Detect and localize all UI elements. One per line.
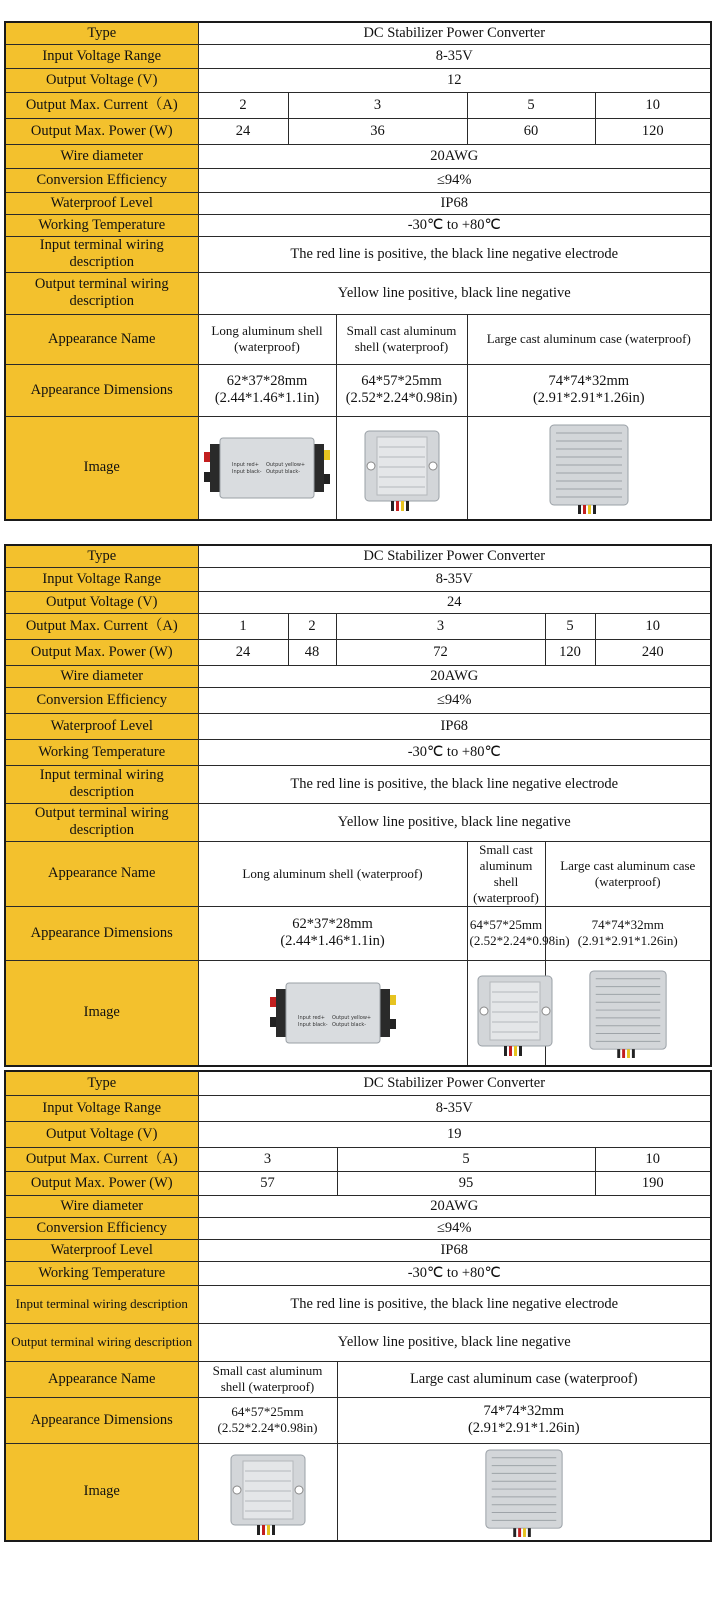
dims-in: (2.44*1.46*1.1in) [214, 390, 320, 406]
dims-long [198, 906, 467, 960]
value-input-wiring: The red line is positive, the black line negative electrode [198, 236, 711, 272]
label-input-voltage: Input Voltage Range [5, 567, 198, 591]
value-power: 48 [288, 639, 336, 665]
label-waterproof: Waterproof Level [5, 713, 198, 739]
dims-mm: 64*57*25mm [231, 1404, 304, 1419]
dims-in: (2.52*2.24*0.98in) [345, 390, 458, 406]
value-current: 3 [336, 613, 545, 639]
image-label-input: Input red+ [297, 1014, 325, 1021]
label-output-current: Output Max. Current（A) [5, 1147, 198, 1171]
value-current: 1 [198, 613, 288, 639]
value-temperature: -30℃ to +80℃ [198, 214, 711, 236]
value-current: 5 [467, 92, 595, 118]
dims-in: (2.52*2.24*0.98in) [217, 1420, 318, 1435]
value-power: 72 [336, 639, 545, 665]
spec-table-12v [4, 21, 712, 521]
dims-large [337, 1397, 711, 1443]
dims-in: (2.91*2.91*1.26in) [577, 933, 678, 948]
dims-mm: 74*74*32mm [591, 917, 664, 932]
value-output-voltage: 19 [198, 1121, 711, 1147]
label-temperature: Working Temperature [5, 214, 198, 236]
spec-table-24v [4, 544, 712, 1067]
label-output-power: Output Max. Power (W) [5, 1171, 198, 1195]
image-label-input: Input black- [232, 468, 262, 475]
image-label-input: Input black- [297, 1021, 328, 1028]
label-image: Image [5, 416, 198, 520]
value-current: 10 [595, 92, 711, 118]
large-cast-converter-photo [337, 1443, 711, 1541]
shell-name-small: Small cast aluminum shell (waterproof) [467, 841, 545, 906]
shell-name-small: Small cast aluminum shell (waterproof) [336, 314, 467, 364]
value-power: 120 [545, 639, 595, 665]
value-input-voltage: 8-35V [198, 567, 711, 591]
dims-large [545, 906, 711, 960]
label-type: Type [5, 545, 198, 567]
long-aluminum-converter-photo [198, 416, 336, 520]
small-cast-converter-photo [467, 960, 545, 1066]
dims-in: (2.91*2.91*1.26in) [532, 390, 645, 406]
label-appearance-name: Appearance Name [5, 1361, 198, 1397]
label-efficiency: Conversion Efficiency [5, 687, 198, 713]
large-cast-converter-photo [467, 416, 711, 520]
value-efficiency: ≤94% [198, 1217, 711, 1239]
label-input-wiring: Input terminal wiring description [5, 765, 198, 803]
large-cast-converter-photo [545, 960, 711, 1066]
value-current: 3 [288, 92, 467, 118]
label-waterproof: Waterproof Level [5, 1239, 198, 1261]
value-output-voltage: 24 [198, 591, 711, 613]
shell-name-large: Large cast aluminum case (waterproof) [467, 314, 711, 364]
value-type: DC Stabilizer Power Converter [198, 22, 711, 44]
dims-small [198, 1397, 337, 1443]
dims-small [467, 906, 570, 960]
value-power: 60 [467, 118, 595, 144]
dims-mm: 74*74*32mm [483, 1403, 565, 1419]
value-power: 24 [198, 118, 288, 144]
shell-name-long: Long aluminum shell (waterproof) [198, 841, 467, 906]
label-temperature: Working Temperature [5, 739, 198, 765]
label-appearance-dims: Appearance Dimensions [5, 1397, 198, 1443]
value-current: 10 [595, 1147, 711, 1171]
label-efficiency: Conversion Efficiency [5, 168, 198, 192]
value-output-wiring: Yellow line positive, black line negative [198, 272, 711, 314]
value-efficiency: ≤94% [198, 168, 711, 192]
label-wire: Wire diameter [5, 144, 198, 168]
label-image: Image [5, 960, 198, 1066]
value-power: 120 [595, 118, 711, 144]
shell-name-large: Large cast aluminum case (waterproof) [337, 1361, 711, 1397]
dims-in: (2.91*2.91*1.26in) [467, 1420, 580, 1436]
shell-name-small: Small cast aluminum shell (waterproof) [198, 1361, 337, 1397]
value-current: 3 [198, 1147, 337, 1171]
value-temperature: -30℃ to +80℃ [198, 1261, 711, 1285]
label-output-current: Output Max. Current（A) [5, 92, 198, 118]
value-current: 5 [545, 613, 595, 639]
image-label-output: Output yellow+ [266, 461, 306, 468]
value-current: 2 [198, 92, 288, 118]
label-output-voltage: Output Voltage (V) [5, 68, 198, 92]
value-current: 5 [337, 1147, 595, 1171]
dims-mm: 64*57*25mm [361, 373, 442, 389]
value-power: 95 [337, 1171, 595, 1195]
value-efficiency: ≤94% [198, 687, 711, 713]
image-label-input: Input red+ [232, 461, 259, 468]
label-wire: Wire diameter [5, 665, 198, 687]
value-wire: 20AWG [198, 665, 711, 687]
label-input-voltage: Input Voltage Range [5, 1095, 198, 1121]
label-wire: Wire diameter [5, 1195, 198, 1217]
image-label-output: Output yellow+ [331, 1014, 371, 1021]
label-output-wiring: Output terminal wiring description [5, 272, 198, 314]
label-image: Image [5, 1443, 198, 1541]
value-power: 240 [595, 639, 711, 665]
value-waterproof: IP68 [198, 1239, 711, 1261]
label-type: Type [5, 1071, 198, 1095]
dims-mm: 62*37*28mm [292, 916, 373, 932]
label-input-voltage: Input Voltage Range [5, 44, 198, 68]
value-input-voltage: 8-35V [198, 1095, 711, 1121]
dims-long [198, 364, 336, 416]
label-input-wiring: Input terminal wiring description [5, 236, 198, 272]
value-temperature: -30℃ to +80℃ [198, 739, 711, 765]
value-power: 190 [595, 1171, 711, 1195]
dims-in: (2.44*1.46*1.1in) [280, 933, 385, 949]
value-power: 57 [198, 1171, 337, 1195]
value-current: 10 [595, 613, 711, 639]
dims-in: (2.52*2.24*0.98in) [469, 933, 570, 948]
value-wire: 20AWG [198, 144, 711, 168]
value-waterproof: IP68 [198, 713, 711, 739]
label-output-wiring: Output terminal wiring description [5, 803, 198, 841]
label-appearance-dims: Appearance Dimensions [5, 364, 198, 416]
label-appearance-name: Appearance Name [5, 841, 198, 906]
label-type: Type [5, 22, 198, 44]
value-output-voltage: 12 [198, 68, 711, 92]
shell-name-large: Large cast aluminum case (waterproof) [545, 841, 711, 906]
label-output-wiring: Output terminal wiring description [5, 1323, 198, 1361]
value-output-wiring: Yellow line positive, black line negative [198, 803, 711, 841]
label-efficiency: Conversion Efficiency [5, 1217, 198, 1239]
value-input-voltage: 8-35V [198, 44, 711, 68]
label-output-power: Output Max. Power (W) [5, 639, 198, 665]
value-power: 36 [288, 118, 467, 144]
value-current: 2 [288, 613, 336, 639]
long-aluminum-converter-photo [198, 960, 467, 1066]
dims-mm: 62*37*28mm [226, 373, 308, 389]
label-output-power: Output Max. Power (W) [5, 118, 198, 144]
value-power: 24 [198, 639, 288, 665]
label-input-wiring: Input terminal wiring description [5, 1285, 198, 1323]
dims-large [467, 364, 711, 416]
value-type: DC Stabilizer Power Converter [198, 1071, 711, 1095]
small-cast-converter-photo [336, 416, 467, 520]
value-input-wiring: The red line is positive, the black line negative electrode [198, 765, 711, 803]
image-label-output: Output black- [266, 468, 301, 475]
dims-mm: 64*57*25mm [469, 917, 543, 932]
value-wire: 20AWG [198, 1195, 711, 1217]
label-appearance-dims: Appearance Dimensions [5, 906, 198, 960]
spec-table-19v [4, 1070, 712, 1542]
label-output-voltage: Output Voltage (V) [5, 1121, 198, 1147]
small-cast-converter-photo [198, 1443, 337, 1541]
label-appearance-name: Appearance Name [5, 314, 198, 364]
value-input-wiring: The red line is positive, the black line negative electrode [198, 1285, 711, 1323]
dims-small [336, 364, 467, 416]
value-output-wiring: Yellow line positive, black line negative [198, 1323, 711, 1361]
label-temperature: Working Temperature [5, 1261, 198, 1285]
label-output-voltage: Output Voltage (V) [5, 591, 198, 613]
image-label-output: Output black- [331, 1021, 366, 1028]
value-type: DC Stabilizer Power Converter [198, 545, 711, 567]
label-waterproof: Waterproof Level [5, 192, 198, 214]
dims-mm: 74*74*32mm [548, 373, 630, 389]
value-waterproof: IP68 [198, 192, 711, 214]
label-output-current: Output Max. Current（A) [5, 613, 198, 639]
shell-name-long: Long aluminum shell (waterproof) [198, 314, 336, 364]
